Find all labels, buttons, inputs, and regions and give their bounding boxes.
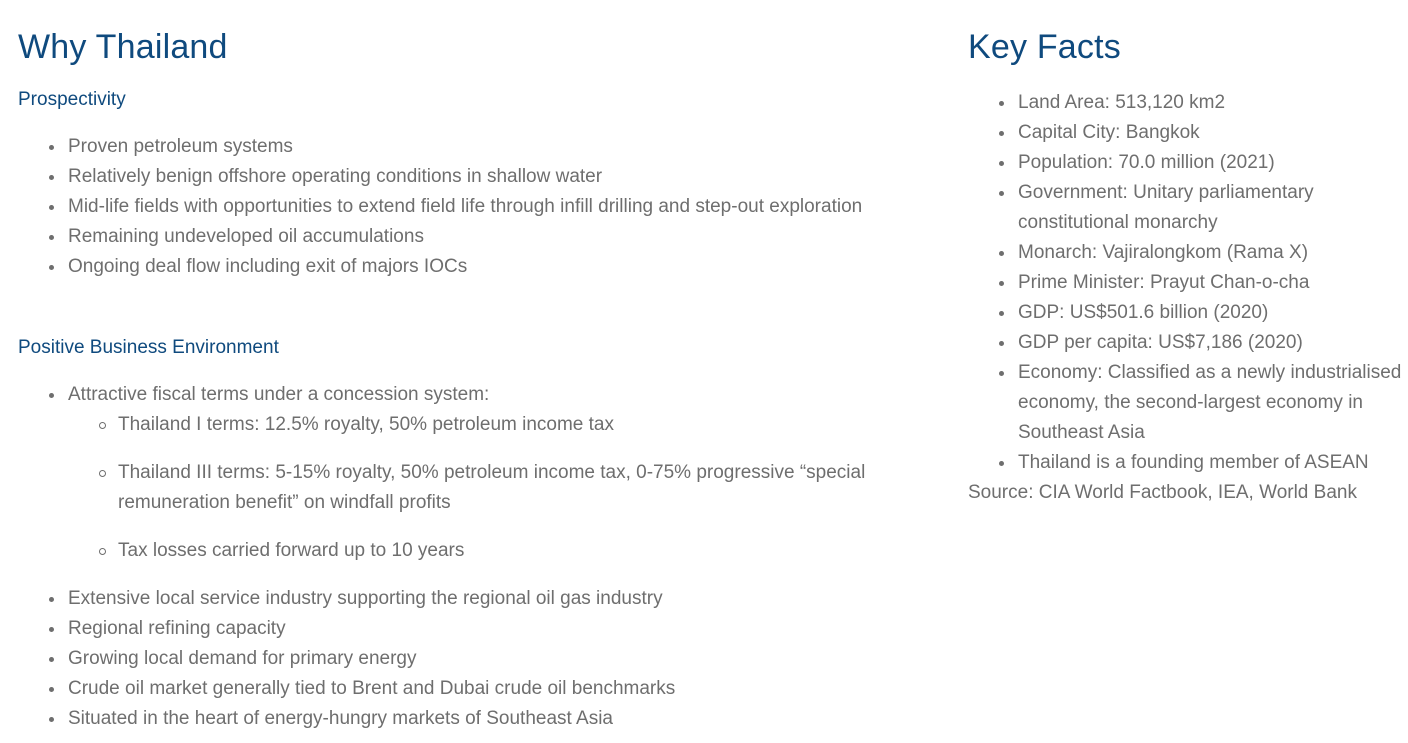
fact-item: GDP per capita: US$7,186 (2020) xyxy=(968,328,1404,358)
why-thailand-title: Why Thailand xyxy=(18,28,228,66)
sub-list-item: Tax losses carried forward up to 10 years xyxy=(18,536,938,566)
fact-item: Prime Minister: Prayut Chan-o-cha xyxy=(968,268,1404,298)
source-note: Source: CIA World Factbook, IEA, World Bank xyxy=(968,482,1357,503)
sub-list-item: Thailand III terms: 5-15% royalty, 50% petroleum income tax, 0-75% progressive “special remuneration benefit” on windfall profits xyxy=(18,458,938,518)
key-facts-list xyxy=(968,88,1404,478)
list-item: Growing local demand for primary energy xyxy=(18,644,938,674)
business-environment-heading: Positive Business Environment xyxy=(18,337,279,358)
fiscal-terms-sublist xyxy=(68,410,938,566)
list-item-fiscal-terms xyxy=(18,380,938,566)
fact-item: Capital City: Bangkok xyxy=(968,118,1404,148)
prospectivity-list xyxy=(18,132,938,282)
list-item: Relatively benign offshore operating conditions in shallow water xyxy=(18,162,938,192)
list-item: Situated in the heart of energy-hungry markets of Southeast Asia xyxy=(18,704,938,734)
fact-item: Land Area: 513,120 km2 xyxy=(968,88,1404,118)
list-item: Crude oil market generally tied to Brent and Dubai crude oil benchmarks xyxy=(18,674,938,704)
list-item: Regional refining capacity xyxy=(18,614,938,644)
fact-item: Thailand is a founding member of ASEAN xyxy=(968,448,1404,478)
list-item: Mid-life fields with opportunities to extend field life through infill drilling and step-out exploration xyxy=(18,192,938,222)
sub-list-item: Thailand I terms: 12.5% royalty, 50% petroleum income tax xyxy=(18,410,938,440)
prospectivity-heading: Prospectivity xyxy=(18,89,126,110)
fact-item: Monarch: Vajiralongkom (Rama X) xyxy=(968,238,1404,268)
list-item: Proven petroleum systems xyxy=(18,132,938,162)
fact-item: Government: Unitary parliamentary constitutional monarchy xyxy=(968,178,1338,238)
list-item: Extensive local service industry supporting the regional oil gas industry xyxy=(18,584,938,614)
list-item: Remaining undeveloped oil accumulations xyxy=(18,222,938,252)
business-environment-list xyxy=(18,380,938,734)
list-item: Ongoing deal flow including exit of majors IOCs xyxy=(18,252,938,282)
key-facts-title: Key Facts xyxy=(968,28,1121,66)
fact-item: Economy: Classified as a newly industrialised economy, the second-largest economy in Southeast Asia xyxy=(968,358,1403,448)
fact-item: Population: 70.0 million (2021) xyxy=(968,148,1404,178)
fiscal-terms-label: Attractive fiscal terms under a concession system: xyxy=(68,384,490,405)
fact-item: GDP: US$501.6 billion (2020) xyxy=(968,298,1404,328)
